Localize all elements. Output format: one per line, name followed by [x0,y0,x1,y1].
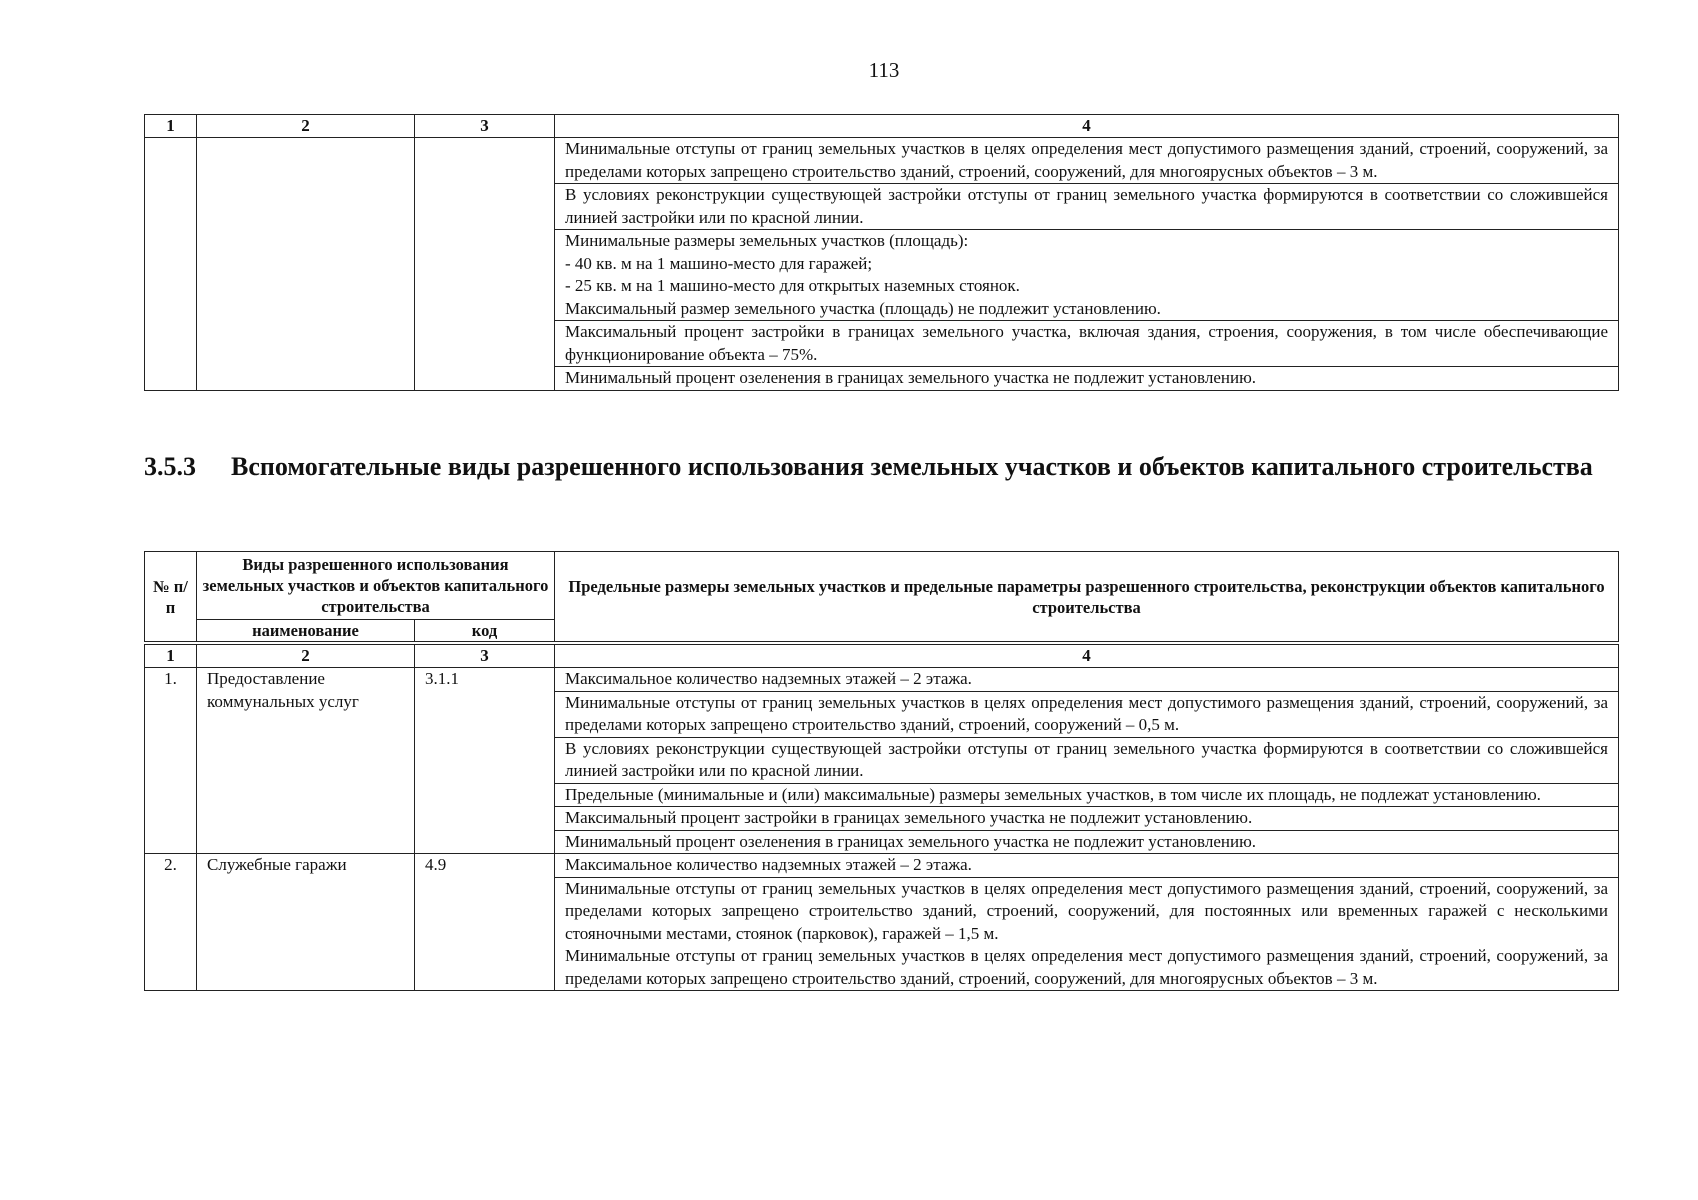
column-number: 4 [555,645,1619,668]
param-line: Максимальный размер земельного участка (площадь) не подлежит установлению. [565,298,1161,318]
param-cell [555,877,1619,991]
param-cell: Предельные (минимальные и (или) максимальные) размеры земельных участков, в том числе их площадь, не подлежат установлению. [555,783,1619,807]
section-title: Вспомогательные виды разрешенного использования земельных участков и объектов капитального строительства [231,452,1593,481]
column-number: 3 [415,645,555,668]
param-cell: Максимальный процент застройки в границах земельного участка не подлежит установлению. [555,807,1619,831]
param-cell: Минимальный процент озеленения в границах земельного участка не подлежит установлению. [555,830,1619,854]
page-number: 113 [868,58,900,82]
param-cell: Максимальное количество надземных этажей – 2 этажа. [555,668,1619,692]
auxiliary-uses-table [144,551,1619,991]
param-cell: В условиях реконструкции существующей застройки отступы от границ земельного участка формируются в соответствии со сложившейся линией застройки или по красной линии. [555,737,1619,783]
param-cell: Максимальное количество надземных этажей – 2 этажа. [555,854,1619,878]
param-cell: Максимальный процент застройки в границах земельного участка, включая здания, строения, сооружения, в том числе обеспечивающие функционирование объекта – 75%. [555,321,1619,367]
entry-number: 1. [145,668,197,854]
section-number: 3.5.3 [144,452,196,481]
param-cell [555,230,1619,321]
param-cell: Минимальный процент озеленения в границах земельного участка не подлежит установлению. [555,367,1619,391]
empty-cell [415,138,555,391]
table-header-row [145,552,1619,620]
table-row [145,854,1619,878]
column-number-row [145,115,1619,138]
entry-number: 2. [145,854,197,991]
param-cell: Минимальные отступы от границ земельных участков в целях определения мест допустимого размещения зданий, строений, сооружений, за пределами которых запрещено строительство зданий, строений, сооружений, для многоярусных объектов – 3 м. [555,138,1619,184]
column-number-row [145,645,1619,668]
column-number: 2 [197,645,415,668]
empty-cell [197,138,415,391]
param-paragraph: Минимальные отступы от границ земельных участков в целях определения мест допустимого размещения зданий, строений, сооружений, за пределами которых запрещено строительство зданий, строений, сооружений, для постоянных или временных гаражей с несколькими стояночными местами, стоянок (парковок), гаражей – 1,5 м. [565,878,1608,943]
header-name: наименование [197,620,415,642]
param-line: Минимальные размеры земельных участков (площадь): [565,231,969,250]
empty-cell [145,138,197,391]
param-line: - 40 кв. м на 1 машино-место для гаражей; [565,253,873,273]
column-number: 2 [197,115,415,138]
param-cell: Минимальные отступы от границ земельных участков в целях определения мест допустимого размещения зданий, строений, сооружений, за пределами которых запрещено строительство зданий, строений, сооружений – 0,5 м. [555,691,1619,737]
param-paragraph: Минимальные отступы от границ земельных участков в целях определения мест допустимого размещения зданий, строений, сооружений, за пределами которых запрещено строительство зданий, строений, сооружений, для многоярусных объектов – 3 м. [565,946,1608,988]
entry-name: Предоставление коммунальных услуг [197,668,415,854]
column-number: 4 [555,115,1619,138]
header-code: код [415,620,555,642]
header-kinds: Виды разрешенного использования земельных участков и объектов капитального строительства [197,552,555,620]
table-row [145,668,1619,692]
section-heading [144,451,1618,483]
entry-code: 3.1.1 [415,668,555,854]
entry-code: 4.9 [415,854,555,991]
entry-name: Служебные гаражи [197,854,415,991]
column-number: 1 [145,115,197,138]
continuation-table [144,114,1619,391]
param-line: - 25 кв. м на 1 машино-место для открытых наземных стоянок. [565,276,1020,295]
column-number: 1 [145,645,197,668]
header-params: Предельные размеры земельных участков и предельные параметры разрешенного строительства, реконструкции объектов капитального строительства [555,552,1619,642]
table-row [145,138,1619,184]
header-num: № п/п [145,552,197,642]
param-cell: В условиях реконструкции существующей застройки отступы от границ земельного участка формируются в соответствии со сложившейся линией застройки или по красной линии. [555,184,1619,230]
column-number: 3 [415,115,555,138]
